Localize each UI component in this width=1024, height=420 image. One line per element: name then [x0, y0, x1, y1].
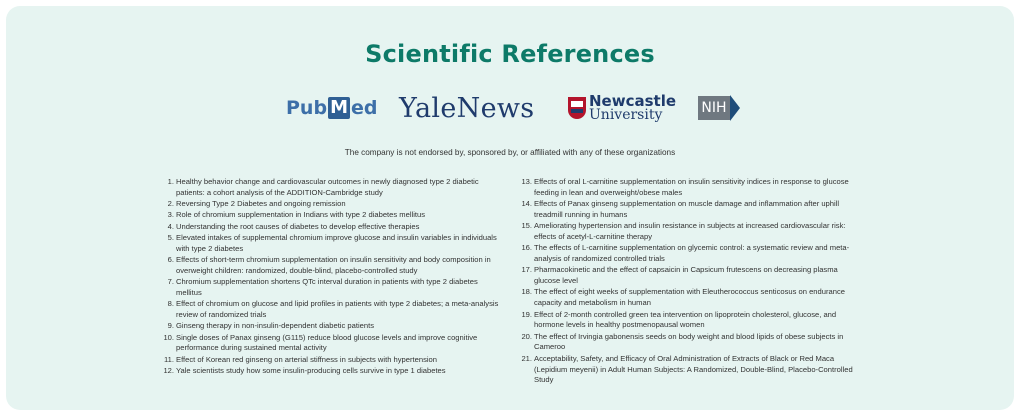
reference-number: 16. [521, 243, 532, 253]
reference-number: 9. [167, 321, 174, 331]
reference-number: 3. [167, 210, 174, 220]
reference-item[interactable] [520, 332, 860, 354]
references-column-right [520, 177, 860, 387]
references-card [6, 6, 1014, 410]
reference-item[interactable] [162, 233, 502, 255]
reference-item[interactable] [520, 265, 860, 287]
reference-list [162, 177, 502, 377]
reference-link[interactable]: Effects of short-term chromium supplementation on insulin sensitivity and body composition in overweight children: randomized, double-blind, placebo-controlled study [176, 255, 491, 275]
reference-item[interactable] [162, 255, 502, 277]
reference-item[interactable] [162, 277, 502, 299]
reference-item[interactable] [162, 321, 502, 332]
reference-item[interactable] [162, 333, 502, 355]
pubmed-logo-mid: M [330, 97, 348, 118]
yalenews-logo: YaleNews [399, 92, 535, 124]
reference-item[interactable] [162, 210, 502, 221]
nih-logo [698, 88, 740, 128]
reference-number: 7. [167, 277, 174, 287]
reference-number: 14. [521, 199, 532, 209]
reference-item[interactable] [520, 287, 860, 309]
reference-number: 20. [521, 331, 532, 341]
reference-item[interactable] [520, 221, 860, 243]
reference-link[interactable]: Effect of Korean red ginseng on arterial stiffness in subjects with hypertension [176, 354, 438, 364]
reference-item[interactable] [520, 243, 860, 265]
reference-item[interactable] [162, 355, 502, 366]
reference-link[interactable]: Acceptability, Safety, and Efficacy of Oral Administration of Extracts of Black or Red Maca (Lepidium meyenii) in Adult Human Subjects: A Randomized, Double-Blind, Placebo-Controlled Study [534, 353, 853, 385]
reference-link[interactable]: Effects of Panax ginseng supplementation on muscle damage and inflammation after uphill treadmill running in humans [534, 199, 840, 219]
newcastle-logo-line2: University [589, 107, 663, 123]
reference-link[interactable]: The effects of L-carnitine supplementation on glycemic control: a systematic review and meta-analysis of randomized controlled trials [534, 243, 850, 264]
newcastle-shield-icon [568, 97, 586, 119]
reference-link[interactable]: Effect of chromium on glucose and lipid profiles in patients with type 2 diabetes; a meta-analysis review of randomized trials [176, 299, 499, 320]
logo-row [6, 88, 1014, 128]
reference-number: 19. [521, 309, 532, 319]
reference-number: 2. [167, 199, 174, 209]
reference-link[interactable]: Single doses of Panax ginseng (G115) reduce blood glucose levels and improve cognitive performance during sustained mental activity [176, 332, 478, 353]
reference-item[interactable] [162, 177, 502, 199]
nih-logo-text: NIH [698, 96, 730, 120]
disclaimer-text: The company is not endorsed by, sponsored by, or affiliated with any of these organizations [344, 148, 676, 157]
reference-link[interactable]: Ginseng therapy in non-insulin-dependent diabetic patients [176, 321, 374, 331]
reference-link[interactable]: The effect of eight weeks of supplementation with Eleutherococcus senticosus on endurance capacity and metabolism in human [534, 287, 845, 308]
reference-link[interactable]: Role of chromium supplementation in Indians with type 2 diabetes mellitus [176, 210, 426, 220]
reference-number: 1. [167, 177, 174, 186]
reference-item[interactable] [520, 310, 860, 332]
reference-link[interactable]: Pharmacokinetic and the effect of capsaicin in Capsicum frutescens on decreasing plasma glucose level [534, 265, 838, 286]
reference-list [520, 177, 860, 386]
reference-number: 17. [521, 265, 532, 275]
reference-item[interactable] [520, 199, 860, 221]
reference-item[interactable] [162, 222, 502, 233]
reference-link[interactable]: Chromium supplementation shortens QTc interval duration in patients with type 2 diabetes mellitus [176, 277, 478, 297]
reference-link[interactable]: Elevated intakes of supplemental chromium improve glucose and insulin variables in individuals with type 2 diabetes [176, 232, 497, 253]
reference-link[interactable]: Ameliorating hypertension and insulin resistance in subjects at increased cardiovascular risk: effects of acetyl-L-carnitine therapy [534, 221, 846, 241]
reference-link[interactable]: Effects of oral L-carnitine supplementation on insulin sensitivity indices in response to glucose feeding in lean and overweight/obese males [534, 177, 849, 197]
reference-link[interactable]: Effect of 2-month controlled green tea intervention on lipoprotein cholesterol, glucose, and hormone levels in healthy postmenopausal women [534, 309, 837, 330]
reference-link[interactable]: Healthy behavior change and cardiovascular outcomes in newly diagnosed type 2 diabetic patients: a cohort analysis of the ADDITION-Cambridge study [176, 177, 479, 197]
section-title: Scientific References [365, 40, 655, 68]
reference-number: 15. [521, 221, 532, 231]
reference-number: 8. [167, 299, 174, 309]
reference-link[interactable]: Yale scientists study how some insulin-producing cells survive in type 1 diabetes [176, 366, 446, 376]
reference-number: 10. [163, 332, 174, 342]
pubmed-logo [286, 88, 377, 128]
reference-item[interactable] [520, 354, 860, 386]
reference-number: 5. [167, 232, 174, 242]
references-column-left [162, 177, 502, 377]
reference-link[interactable]: Reversing Type 2 Diabetes and ongoing remission [176, 199, 346, 209]
newcastle-logo-line1: Newcastle [589, 92, 677, 110]
reference-number: 6. [167, 255, 174, 265]
nih-arrow-icon [730, 95, 740, 121]
reference-number: 12. [163, 366, 174, 376]
reference-item[interactable] [162, 299, 502, 321]
newcastle-university-logo [568, 88, 676, 128]
reference-item[interactable] [162, 199, 502, 210]
pubmed-logo-post: ed [350, 97, 378, 119]
reference-link[interactable]: Understanding the root causes of diabetes to develop effective therapies [176, 221, 420, 231]
reference-number: 11. [164, 354, 174, 364]
reference-number: 21. [521, 353, 532, 363]
reference-number: 13. [521, 177, 532, 186]
reference-link[interactable]: The effect of Irvingia gabonensis seeds on body weight and blood lipids of obese subjects in Cameroo [534, 331, 844, 352]
pubmed-logo-pre: Pub [286, 97, 328, 119]
reference-number: 18. [521, 287, 532, 297]
reference-number: 4. [167, 221, 174, 231]
reference-item[interactable] [520, 177, 860, 199]
reference-item[interactable] [162, 366, 502, 377]
